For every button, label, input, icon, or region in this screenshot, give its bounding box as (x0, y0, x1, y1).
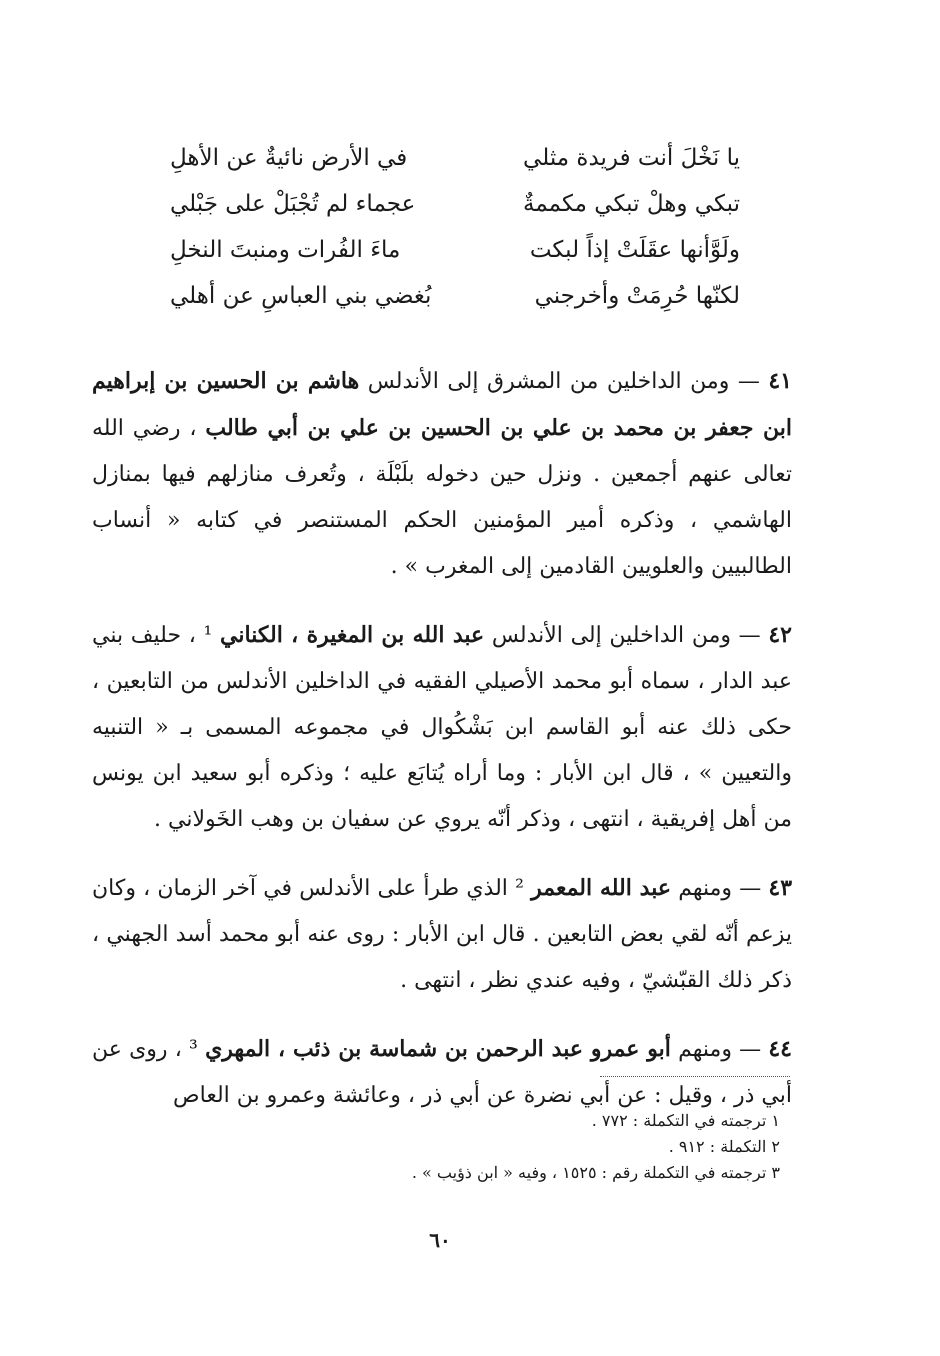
poem (170, 135, 740, 319)
footnote: ١ ترجمته في التكملة : ٧٧٢ . (591, 1111, 780, 1130)
paragraph-text: — ومن الداخلين من المشرق إلى الأندلس (359, 369, 769, 394)
paragraph-43 (92, 865, 792, 1004)
footnote-separator (600, 1076, 790, 1077)
poem-verse (170, 135, 740, 181)
paragraph-name: هاشم بن الحسين بن إبراهيم ابن جعفر بن محمد بن علي بن الحسين بن علي بن أبي طالب (92, 368, 792, 441)
entry-number: ٤٣ (768, 875, 793, 901)
main-text (92, 336, 792, 1129)
page-number: ٦٠ (429, 1228, 451, 1252)
verse-second-hemistich: ماءَ الفُرات ومنبتَ النخلِ (170, 237, 401, 263)
entry-number: ٤٢ (768, 622, 792, 648)
verse-first-hemistich: تبكي وهلْ تبكي مكممةٌ (523, 191, 740, 217)
verse-second-hemistich: بُغضي بني العباسِ عن أهلي (170, 283, 432, 309)
verse-second-hemistich: عجماء لم تُجْبَلْ على جَبْلي (170, 191, 416, 217)
verse-first-hemistich: يا نَخْلَ أنت فريدة مثلي (523, 145, 740, 171)
paragraph-text: ، رضي الله تعالى عنهم أجمعين . ونزل حين دخوله بلَبْلَة ، وتُعرف منازلهم فيها بمنازل الهاشمي ، وذكره أمير المؤمنين الحكم المستنصر في كتابه « أنساب الطالبيين والعلويين القادمين إلى المغرب » . (92, 416, 792, 579)
poem-verse (170, 181, 740, 227)
verse-second-hemistich: في الأرض نائيةٌ عن الأهلِ (170, 145, 408, 171)
paragraph-text: ² الذي طرأ على الأندلس في آخر الزمان ، وكان يزعم أنّه لقي بعض التابعين . قال ابن الأبار : روى عنه أبو محمد أسد الجهني ، ذكر ذلك القبّشيّ ، وفيه عندي نظر ، انتهى . (92, 876, 792, 993)
verse-first-hemistich: لكنّها حُرِمَتْ وأخرجني (534, 283, 740, 309)
paragraph-44 (92, 1026, 792, 1119)
entry-number: ٤١ (768, 368, 792, 394)
paragraph-text: — ومنهم (670, 1037, 769, 1062)
poem-verse (170, 273, 740, 319)
footnote: ٢ التكملة : ٩١٢ . (668, 1137, 780, 1156)
paragraph-text: ¹ ، حليف بني عبد الدار ، سماه أبو محمد الأصيلي الفقيه في الداخلين الأندلس من التابعين ، حكى ذلك عنه أبو القاسم ابن بَشْكُوال في مجموعه المسمى بـ « التنبيه والتعيين » ، قال ابن الأبار : وما أراه يُتابَع عليه ؛ وذكره أبو سعيد ابن يونس من أهل إفريقية ، انتهى ، وذكر أنّه يروي عن سفيان بن وهب الخَولاني . (92, 623, 792, 832)
paragraph-name: أبو عمرو عبد الرحمن بن شماسة بن ذئب ، المهري (205, 1036, 671, 1062)
entry-number: ٤٤ (768, 1036, 792, 1062)
verse-first-hemistich: ولَوَّأنها عقَلَتْ إذاً لبكت (529, 237, 740, 263)
paragraph-name: عبد الله بن المغيرة ، الكناني (220, 622, 485, 648)
footnotes (300, 1108, 780, 1186)
paragraph-name: عبد الله المعمر (531, 875, 672, 901)
paragraph-42 (92, 612, 792, 843)
paragraph-text: ³ ، روى عن أبي ذر ، وقيل : عن أبي نضرة عن أبي ذر ، وعائشة وعمرو بن العاص (92, 1037, 792, 1108)
poem-verse (170, 227, 740, 273)
paragraph-text: — ومن الداخلين إلى الأندلس (484, 623, 769, 648)
footnote: ٣ ترجمته في التكملة رقم : ١٥٢٥ ، وفيه « ابن ذؤيب » . (411, 1163, 780, 1182)
paragraph-41 (92, 358, 792, 590)
paragraph-text: — ومنهم (671, 876, 769, 901)
